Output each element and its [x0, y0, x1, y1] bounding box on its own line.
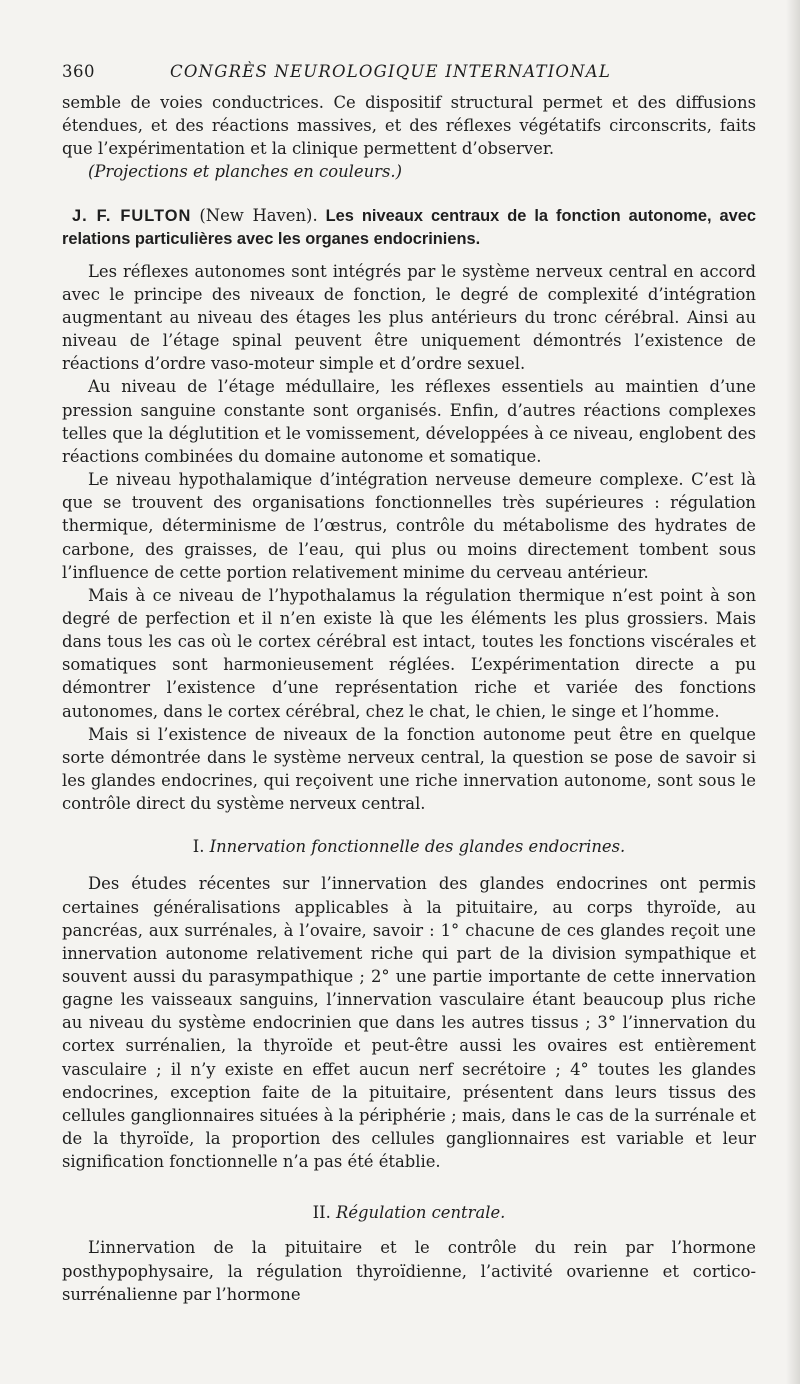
projection-note: (Projections et planches en couleurs.): [88, 162, 402, 182]
body-paragraph: Les réflexes autonomes sont intégrés par le système nerveux central en accord avec le principe des niveaux de fonction, le degré de complexité d’intégration augmentant au niveau des étages les plus antérieurs du tronc cérébral. Ainsi au niveau de l’étage spinal peuvent être uniquement démontrés l’existence de réactions d’ordre vaso-moteur simple et d’ordre sexuel.: [62, 261, 756, 374]
paper-heading: [62, 204, 756, 252]
page-edge-shadow: [786, 0, 800, 1384]
running-title: CONGRÈS NEUROLOGIQUE INTERNATIONAL: [170, 62, 612, 81]
author-affiliation: (New Haven).: [199, 205, 318, 225]
paper-title: Les niveaux centraux de la fonction autonome, avec relations particulières avec les organes endocriniens.: [62, 206, 756, 249]
section-1-paragraph: Des études récentes sur l’innervation des glandes endocrines ont permis certaines généralisations applicables à la pituitaire, au corps thyroïde, au pancréas, aux surrénales, à l’ovaire, savoir : 1° chacune de ces glandes reçoit une innervation autonome relativement riche qui part de la division sympathique et souvent aussi du parasympathique ; 2° une partie importante de cette innervation gagne les vaisseaux sanguins, l’innervation vasculaire étant beaucoup plus riche au niveau du système endocrinien que dans les autres tissus ; 3° l’innervation du cortex surrénalien, la thyroïde et peut-être aussi les ovaires est entièrement vasculaire ; il n’y existe en effet aucun nerf secrétoire ; 4° toutes les glandes endocrines, exception faite de la pituitaire, présentent dans leurs tissus des cellules ganglionnaires situées à la périphérie ; mais, dans le cas de la surrénale et de la thyroïde, la proportion des cellules ganglionnaires est variable et leur signification fonctionnelle n’a pas été établie.: [62, 874, 756, 1172]
body-paragraph: Au niveau de l’étage médullaire, les réflexes essentiels au maintien d’une pression sanguine constante sont organisés. Enfin, d’autres réactions complexes telles que la déglutition et le vomissement, développées à ce niveau, englobent des réactions combinées du domaine autonome et somatique.: [62, 377, 756, 466]
body-paragraph: Mais si l’existence de niveaux de la fonction autonome peut être en quelque sorte démontrée dans le système nerveux central, la question se pose de savoir si les glandes endocrines, qui reçoivent une riche innervation autonome, sont sous le contrôle direct du système nerveux central.: [62, 724, 756, 814]
page-number: 360: [62, 62, 95, 81]
body-paragraph: Mais à ce niveau de l’hypothalamus la régulation thermique n’est point à son degré de perfection et il n’en existe là que les éléments les plus grossiers. Mais dans tous les cas où le cortex cérébral est intact, toutes les fonctions viscérales et somatiques sont harmonieusement réglées. L’expérimentation directe a pu démontrer l’existence d’une représentation riche et variée des fonctions autonomes, dans le cortex cérébral, chez le chat, le chien, le singe et l’homme.: [62, 585, 756, 721]
page-header: [62, 62, 756, 81]
section-2-paragraph: L’innervation de la pituitaire et le contrôle du rein par l’hormone posthypophysaire, la régulation thyroïdienne, l’activité ovarienne et cortico-surrénalienne par l’hormone: [62, 1238, 756, 1304]
body-paragraph: Le niveau hypothalamique d’intégration nerveuse demeure complexe. C’est là que se trouvent des organisations fonctionnelles très supérieures : régulation thermique, déterminisme de l’œstrus, contrôle du métabolisme des hydrates de carbone, des graisses, de l’eau, qui plus ou moins directement tombent sous l’influence de cette portion relativement minime du cerveau antérieur.: [62, 470, 756, 582]
section-numeral: II.: [312, 1203, 331, 1223]
section-title: Innervation fonctionnelle des glandes endocrines.: [209, 837, 626, 857]
author-name: J. F. FULTON: [72, 206, 192, 225]
section-numeral: I.: [192, 837, 205, 857]
continuation-paragraph: semble de voies conductrices. Ce dispositif structural permet et des diffusions étendues, et des réactions massives, et des réflexes végétatifs circonscrits, faits que l’expérimentation et la clinique permettent d’observer.: [62, 93, 756, 159]
section-heading-1: [62, 835, 756, 858]
section-heading-2: [62, 1201, 756, 1224]
section-title: Régulation centrale.: [336, 1203, 506, 1223]
